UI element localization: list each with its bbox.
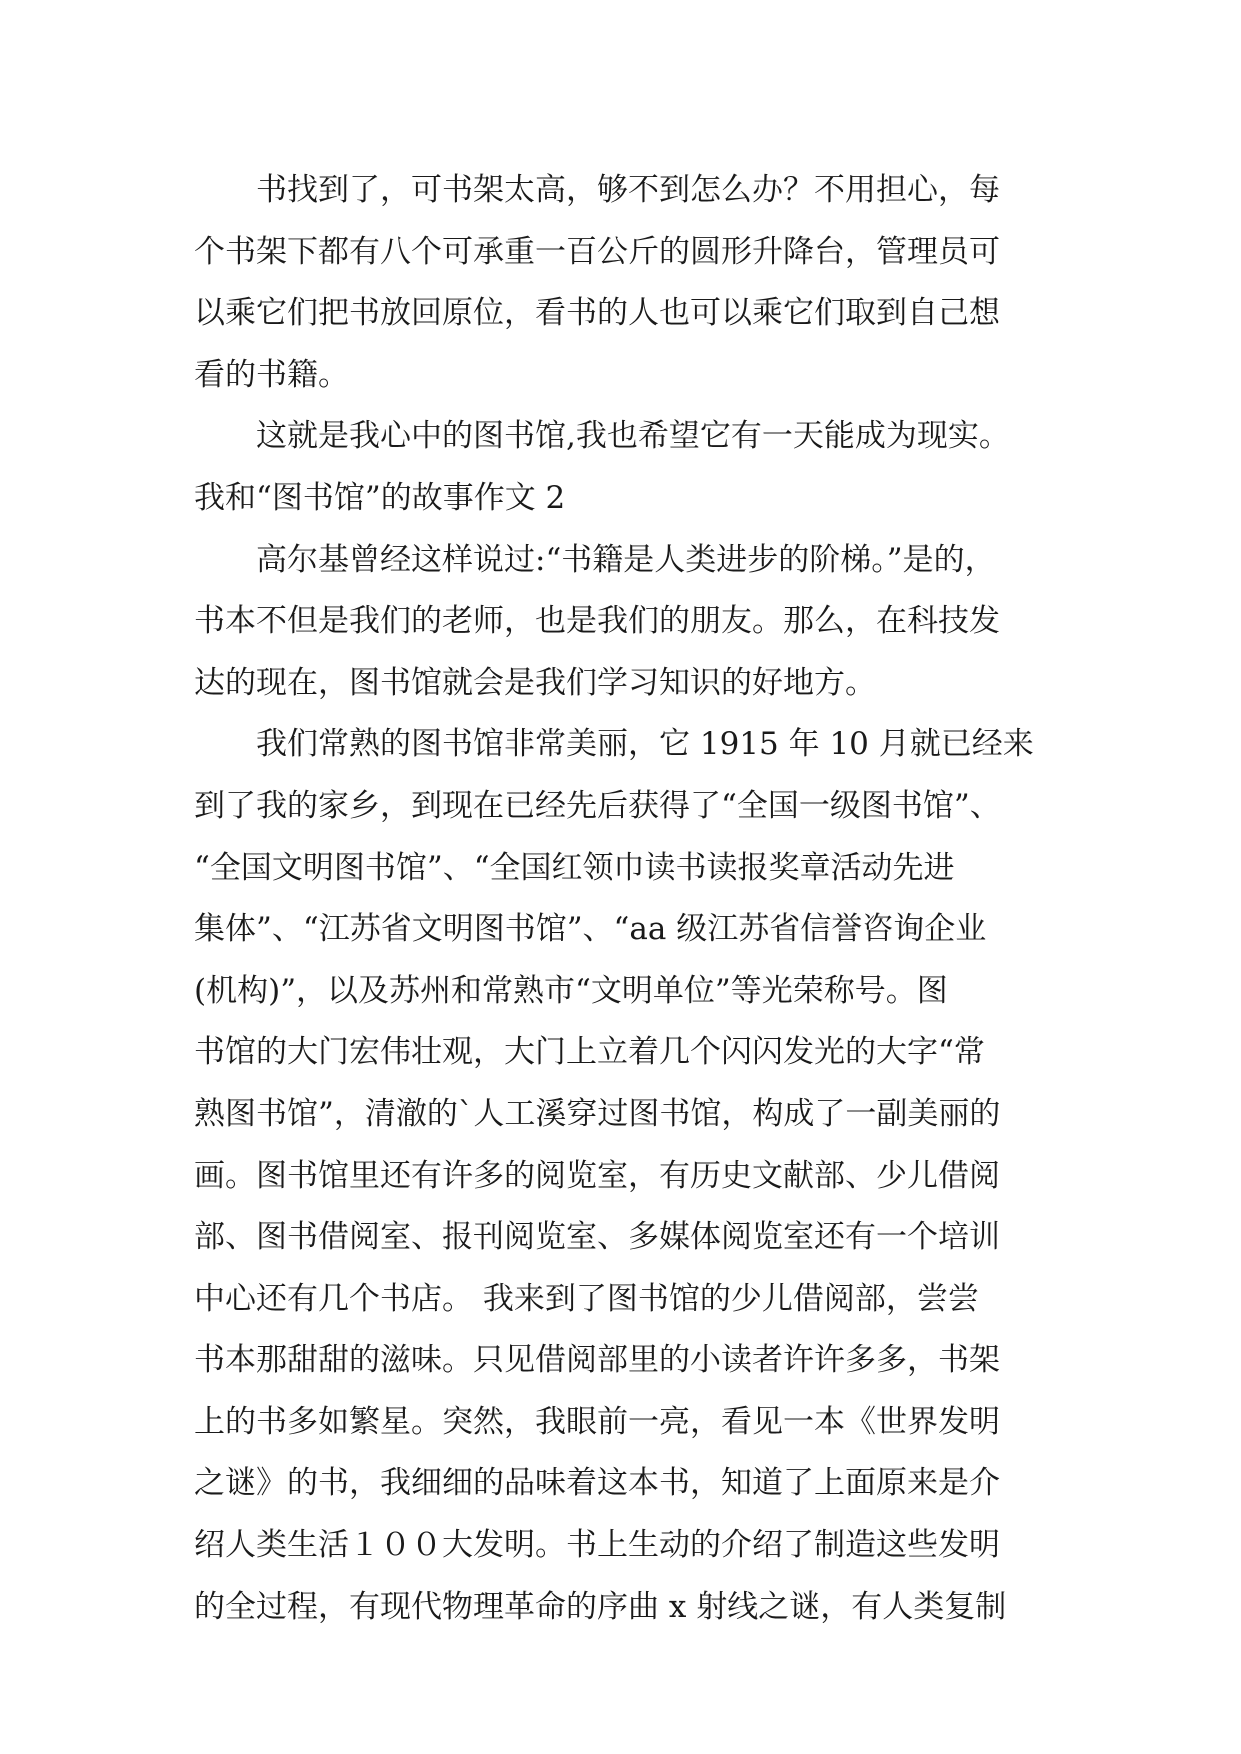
text-line: 熟图书馆”，清澈的`人工溪穿过图书馆，构成了一副美丽的 (194, 1095, 1001, 1132)
section-title: 我和“图书馆”的故事作文 2 (194, 479, 566, 516)
text-line: 书馆的大门宏伟壮观，大门上立着几个闪闪发光的大字“常 (194, 1034, 985, 1071)
text-line: 集体”、“江苏省文明图书馆”、“aa 级江苏省信誉咨询企业 (194, 911, 987, 948)
text-line: 以乘它们把书放回原位，看书的人也可以乘它们取到自己想 (194, 295, 1000, 332)
text-line: 中心还有几个书店。 我来到了图书馆的少儿借阅部，尝尝 (194, 1280, 979, 1317)
text-line: 高尔基曾经这样说过:“书籍是人类进步的阶梯。”是的， (256, 541, 996, 578)
text-line: 达的现在，图书馆就会是我们学习知识的好地方。 (194, 664, 876, 701)
text-line: 我们常熟的图书馆非常美丽，它 1915 年 10 月就已经来 (256, 726, 1034, 763)
text-line: 到了我的家乡，到现在已经先后获得了“全国一级图书馆”、 (194, 787, 1001, 824)
text-line: “全国文明图书馆”、“全国红领巾读书读报奖章活动先进 (194, 849, 955, 886)
text-line: 书找到了，可书架太高，够不到怎么办？不用担心，每 (256, 172, 1000, 208)
text-line: 这就是我心中的图书馆,我也希望它有一天能成为现实。 (256, 418, 1010, 455)
text-line: 画。图书馆里还有许多的阅览室，有历史文献部、少儿借阅 (194, 1157, 1000, 1194)
text-line: 上的书多如繁星。突然，我眼前一亮，看见一本《世界发明 (194, 1403, 1000, 1440)
text-line: 书本那甜甜的滋味。只见借阅部里的小读者许许多多，书架 (194, 1342, 1000, 1379)
text-line: 部、图书借阅室、报刊阅览室、多媒体阅览室还有一个培训 (194, 1219, 1000, 1256)
text-line: (机构)”，以及苏州和常熟市“文明单位”等光荣称号。图 (194, 972, 948, 1009)
text-line: 看的书籍。 (194, 356, 349, 393)
text-line: 绍人类生活１００大发明。书上生动的介绍了制造这些发明 (194, 1527, 1000, 1564)
body-text (194, 160, 1054, 1638)
text-line: 的全过程，有现代物理革命的序曲 x 射线之谜，有人类复制 (194, 1588, 1007, 1625)
text-line: 个书架下都有八个可承重一百公斤的圆形升降台，管理员可 (194, 233, 1000, 270)
text-line: 书本不但是我们的老师，也是我们的朋友。那么，在科技发 (194, 603, 1000, 640)
text-line: 之谜》的书，我细细的品味着这本书，知道了上面原来是介 (194, 1465, 1000, 1502)
